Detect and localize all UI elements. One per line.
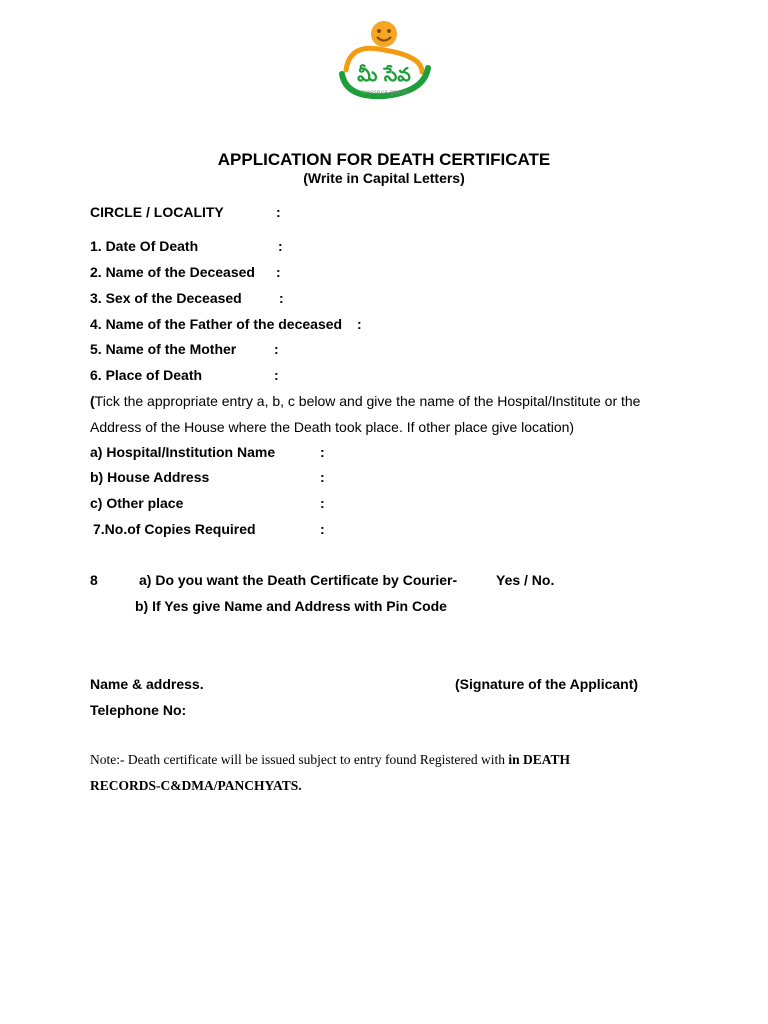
- instruction-line-1: (Tick the appropriate entry a, b, c below and give the name of the Hospital/Institute or the: [90, 393, 641, 409]
- hospital-label: a) Hospital/Institution Name: [90, 444, 276, 460]
- smiley-icon: [371, 21, 397, 47]
- note-line-2: RECORDS-C&DMA/PANCHYATS.: [90, 778, 302, 793]
- colon: :: [320, 521, 325, 537]
- sex-deceased-label: 3. Sex of the Deceased: [90, 290, 242, 306]
- other-place-label: c) Other place: [90, 495, 184, 511]
- courier-yes-no: Yes / No.: [496, 572, 555, 588]
- circle-locality-label: CIRCLE / LOCALITY: [90, 204, 224, 220]
- colon: :: [320, 469, 325, 485]
- page-title: APPLICATION FOR DEATH CERTIFICATE: [217, 150, 551, 169]
- mother-name-label: 5. Name of the Mother: [90, 341, 237, 357]
- father-name-label: 4. Name of the Father of the deceased: [90, 316, 343, 332]
- colon: :: [320, 495, 325, 511]
- courier-question-b: b) If Yes give Name and Address with Pin Code: [135, 598, 447, 614]
- page-subtitle: (Write in Capital Letters): [303, 170, 465, 186]
- signature-label: (Signature of the Applicant): [455, 676, 639, 692]
- colon: :: [274, 367, 279, 383]
- colon: :: [357, 316, 362, 332]
- name-address-label: Name & address.: [90, 676, 204, 692]
- colon: :: [320, 444, 325, 460]
- note-line-1: Note:- Death certificate will be issued subject to entry found Registered with in DEATH: [90, 752, 571, 767]
- colon: :: [279, 290, 284, 306]
- meeseva-logo: [332, 12, 436, 108]
- date-of-death-label: 1. Date Of Death: [90, 238, 199, 254]
- name-deceased-label: 2. Name of the Deceased: [90, 264, 255, 280]
- instruction-line-2: Address of the House where the Death took place. If other place give location): [90, 419, 575, 435]
- svg-text:మీ సేవ: మీ సేవ: [357, 64, 411, 86]
- telephone-label: Telephone No:: [90, 702, 187, 718]
- colon: :: [276, 264, 281, 280]
- colon: :: [276, 204, 281, 220]
- colon: :: [274, 341, 279, 357]
- svg-text:meeseva.gov.in: meeseva.gov.in: [360, 89, 408, 96]
- colon: :: [278, 238, 283, 254]
- house-address-label: b) House Address: [90, 469, 210, 485]
- place-of-death-label: 6. Place of Death: [90, 367, 203, 383]
- copies-required-label: 7.No.of Copies Required: [93, 521, 256, 537]
- courier-number: 8: [90, 572, 98, 588]
- courier-question-a: a) Do you want the Death Certificate by Courier-: [139, 572, 458, 588]
